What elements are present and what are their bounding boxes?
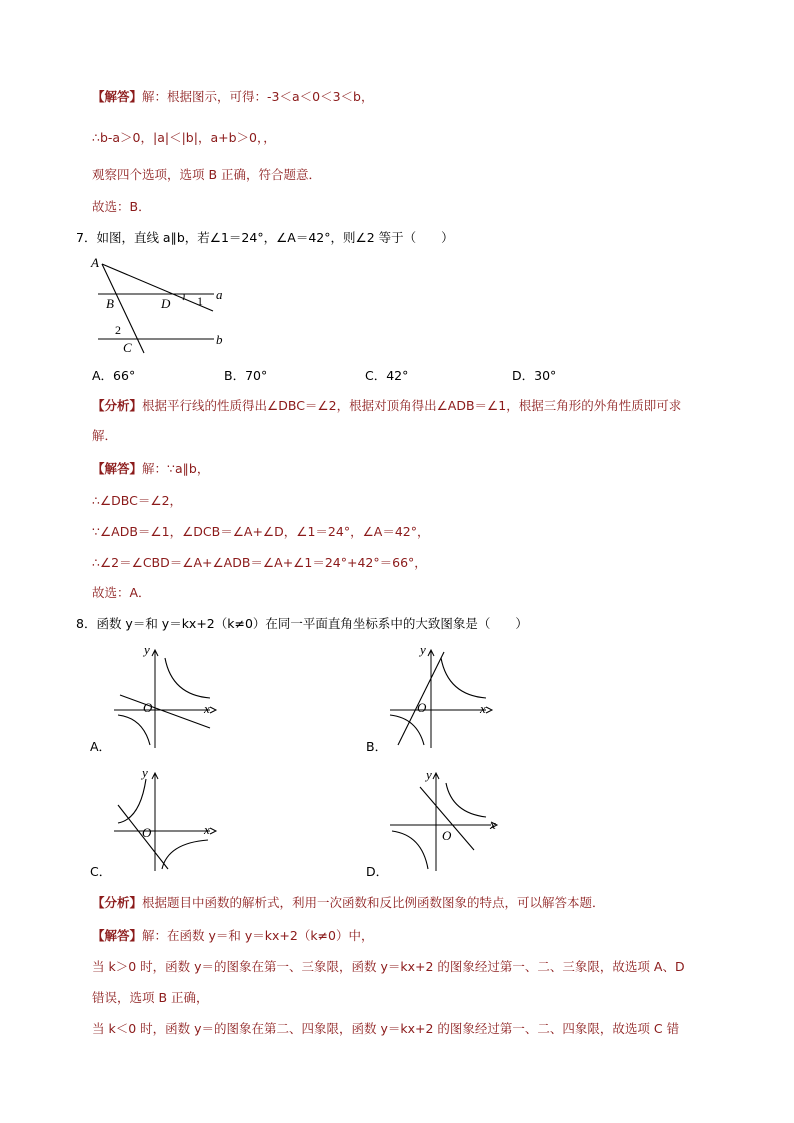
q7-analysis (92, 398, 681, 414)
q7-choose: 故选：A． (92, 585, 151, 600)
q6-line2: ∴b-a＞0，|a|＜|b|，a+b＞0，， (92, 130, 276, 145)
label-b: b (216, 332, 223, 347)
q8-line3: 错误，选项 B 正确， (92, 990, 209, 1005)
axis-x-label: x (490, 817, 496, 832)
q7-line2: ∴∠DBC＝∠2， (92, 493, 183, 508)
origin-label: O (142, 825, 152, 840)
axis-y-label: y (142, 765, 148, 780)
origin-label: O (417, 700, 427, 715)
q7-option-d: D．30° (512, 368, 557, 383)
q7-option-b: B．70° (224, 368, 268, 383)
q6-choose: 故选：B． (92, 199, 151, 214)
label-2: 2 (115, 323, 121, 337)
answer-tag: 【解答】 (92, 928, 143, 943)
q8-option-b: B． (366, 739, 388, 754)
q8-answer (92, 928, 374, 944)
answer-text: 解：根据图示，可得：-3＜a＜0＜3＜b， (142, 89, 374, 104)
analysis-tag: 【分析】 (92, 895, 143, 910)
angle-1-arc (183, 294, 184, 300)
answer-tag: 【解答】 (92, 89, 143, 104)
axis-y-label: y (426, 767, 432, 782)
label-D: D (161, 296, 171, 311)
axis-x-label: x (204, 701, 210, 716)
q7-analysis-line2: 解． (92, 428, 118, 443)
q7-option-a: A．66° (92, 368, 136, 383)
q8-graph-a (110, 640, 220, 750)
origin-label: O (143, 700, 153, 715)
label-a: a (216, 287, 223, 302)
q8-line4: 当 k＜0 时，函数 y＝的图象在第二、四象限，函数 y＝kx+2 的图象经过第一、二、四象限，故选项 C 错 (92, 1021, 680, 1036)
q6-line3: 观察四个选项，选项 B 正确，符合题意． (92, 167, 322, 182)
q7-line4: ∴∠2＝∠CBD＝∠A+∠ADB＝∠A+∠1＝24°+42°＝66°， (92, 555, 427, 570)
q8-graph-c (110, 765, 220, 875)
label-C: C (123, 340, 132, 355)
q7-option-c: C．42° (365, 368, 409, 383)
q6-answer (92, 89, 373, 105)
answer-text: 解：在函数 y＝和 y＝kx+2（k≠0）中， (142, 928, 374, 943)
origin-label: O (442, 828, 452, 843)
answer-text: 解：∵a∥b， (142, 461, 210, 476)
axis-y-label: y (420, 642, 426, 657)
axis-x-label: x (204, 822, 210, 837)
q8-graph-d (386, 765, 501, 875)
label-A: A (91, 255, 99, 270)
q7-stem: 7．如图，直线 a∥b，若∠1＝24°，∠A＝42°，则∠2 等于（ ） (76, 230, 454, 245)
q8-stem: 8．函数 y＝和 y＝kx+2（k≠0）在同一平面直角坐标系中的大致图象是（ ） (76, 616, 528, 631)
answer-tag: 【解答】 (92, 461, 143, 476)
analysis-text: 根据题目中函数的解析式，利用一次函数和反比例函数图象的特点，可以解答本题． (142, 895, 605, 910)
axis-y-label: y (144, 642, 150, 657)
q8-analysis (92, 895, 605, 911)
q8-option-d: D． (366, 864, 389, 879)
q8-option-c: C． (90, 864, 112, 879)
analysis-tag: 【分析】 (92, 398, 143, 413)
analysis-text: 根据平行线的性质得出∠DBC＝∠2，根据对顶角得出∠ADB＝∠1，根据三角形的外角性质即可求 (142, 398, 682, 413)
q7-line3: ∵∠ADB＝∠1，∠DCB＝∠A+∠D，∠1＝24°，∠A＝42°， (92, 524, 430, 539)
q7-answer (92, 461, 209, 477)
q8-graph-b (386, 640, 496, 750)
axis-x-label: x (480, 701, 486, 716)
label-B: B (106, 296, 114, 311)
q7-figure (86, 252, 236, 356)
q8-line2: 当 k＞0 时，函数 y＝的图象在第一、三象限，函数 y＝kx+2 的图象经过第一、二、三象限，故选项 A、D (92, 959, 685, 974)
q8-option-a: A． (90, 739, 112, 754)
label-1: 1 (197, 294, 203, 308)
